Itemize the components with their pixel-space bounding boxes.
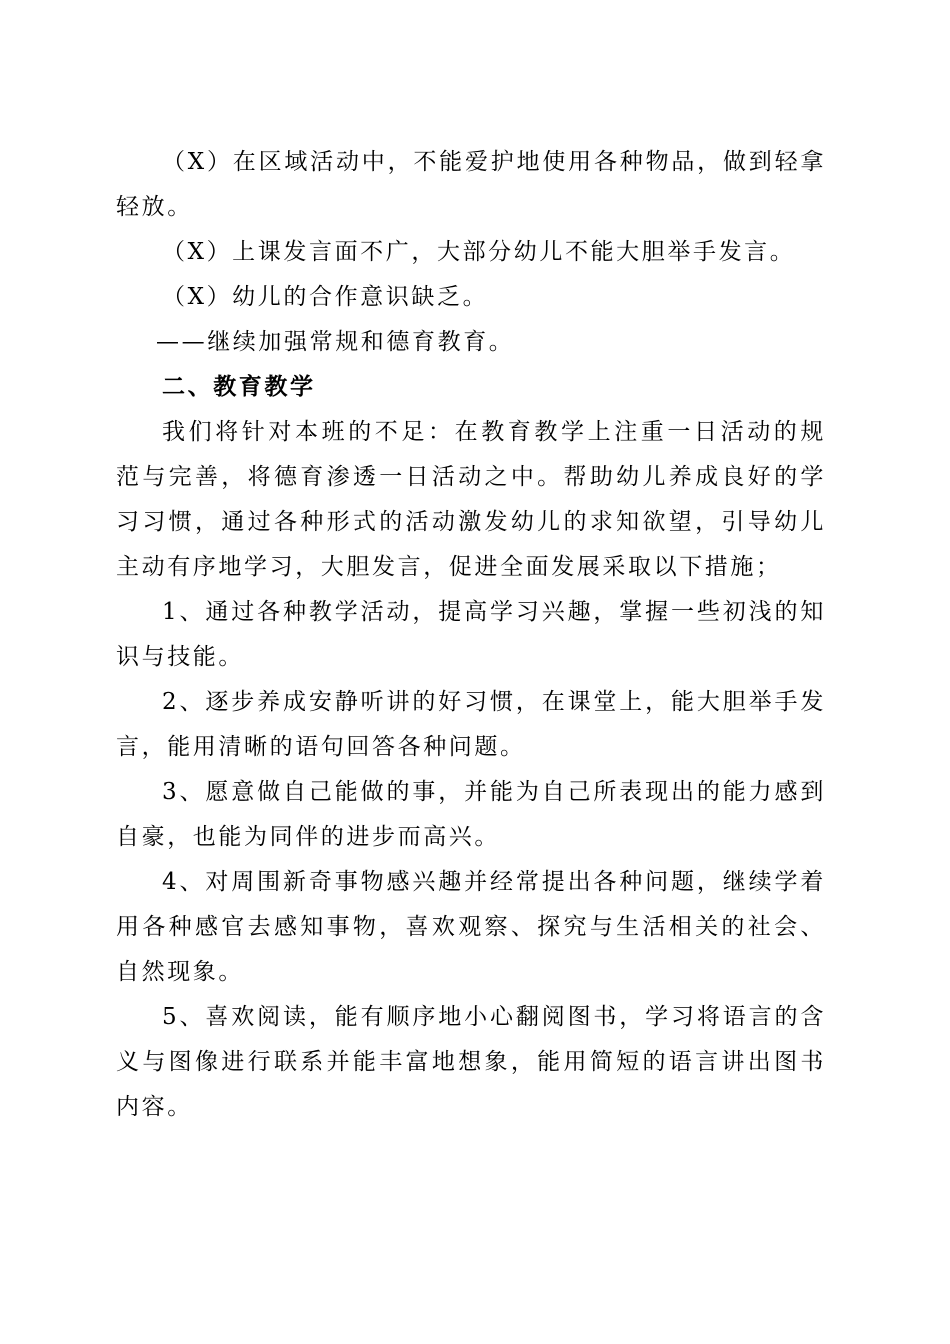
document-body — [116, 140, 826, 1130]
summary-line: ——继续加强常规和德育教育。 — [156, 329, 515, 355]
measure-item-5: 5、喜欢阅读，能有顺序地小心翻阅图书，学习将语言的含义与图像进行联系并能丰富地想象，能用简短的语言讲出图书内容。 — [116, 1004, 826, 1120]
measure-item-1: 1、通过各种教学活动，提高学习兴趣，掌握一些初浅的知识与技能。 — [116, 599, 826, 670]
problem-item-2: （X）上课发言面不广，大部分幼儿不能大胆举手发言。 — [162, 239, 796, 265]
measure-item-4: 4、对周围新奇事物感兴趣并经常提出各种问题，继续学着用各种感官去感知事物，喜欢观察、探究与生活相关的社会、自然现象。 — [116, 869, 826, 985]
problem-item-1: （X）在区域活动中，不能爱护地使用各种物品，做到轻拿轻放。 — [116, 149, 826, 220]
section-heading: 二、教育教学 — [162, 374, 316, 400]
problem-item-3: （X）幼儿的合作意识缺乏。 — [162, 284, 489, 310]
measure-item-2: 2、逐步养成安静听讲的好习惯，在课堂上，能大胆举手发言，能用清晰的语句回答各种问题。 — [116, 689, 826, 760]
measure-item-3: 3、愿意做自己能做的事，并能为自己所表现出的能力感到自豪，也能为同伴的进步而高兴。 — [116, 779, 826, 850]
intro-paragraph: 我们将针对本班的不足：在教育教学上注重一日活动的规范与完善，将德育渗透一日活动之中。帮助幼儿养成良好的学习习惯，通过各种形式的活动激发幼儿的求知欲望，引导幼儿主动有序地学习，大胆发言，促进全面发展采取以下措施； — [116, 419, 826, 580]
